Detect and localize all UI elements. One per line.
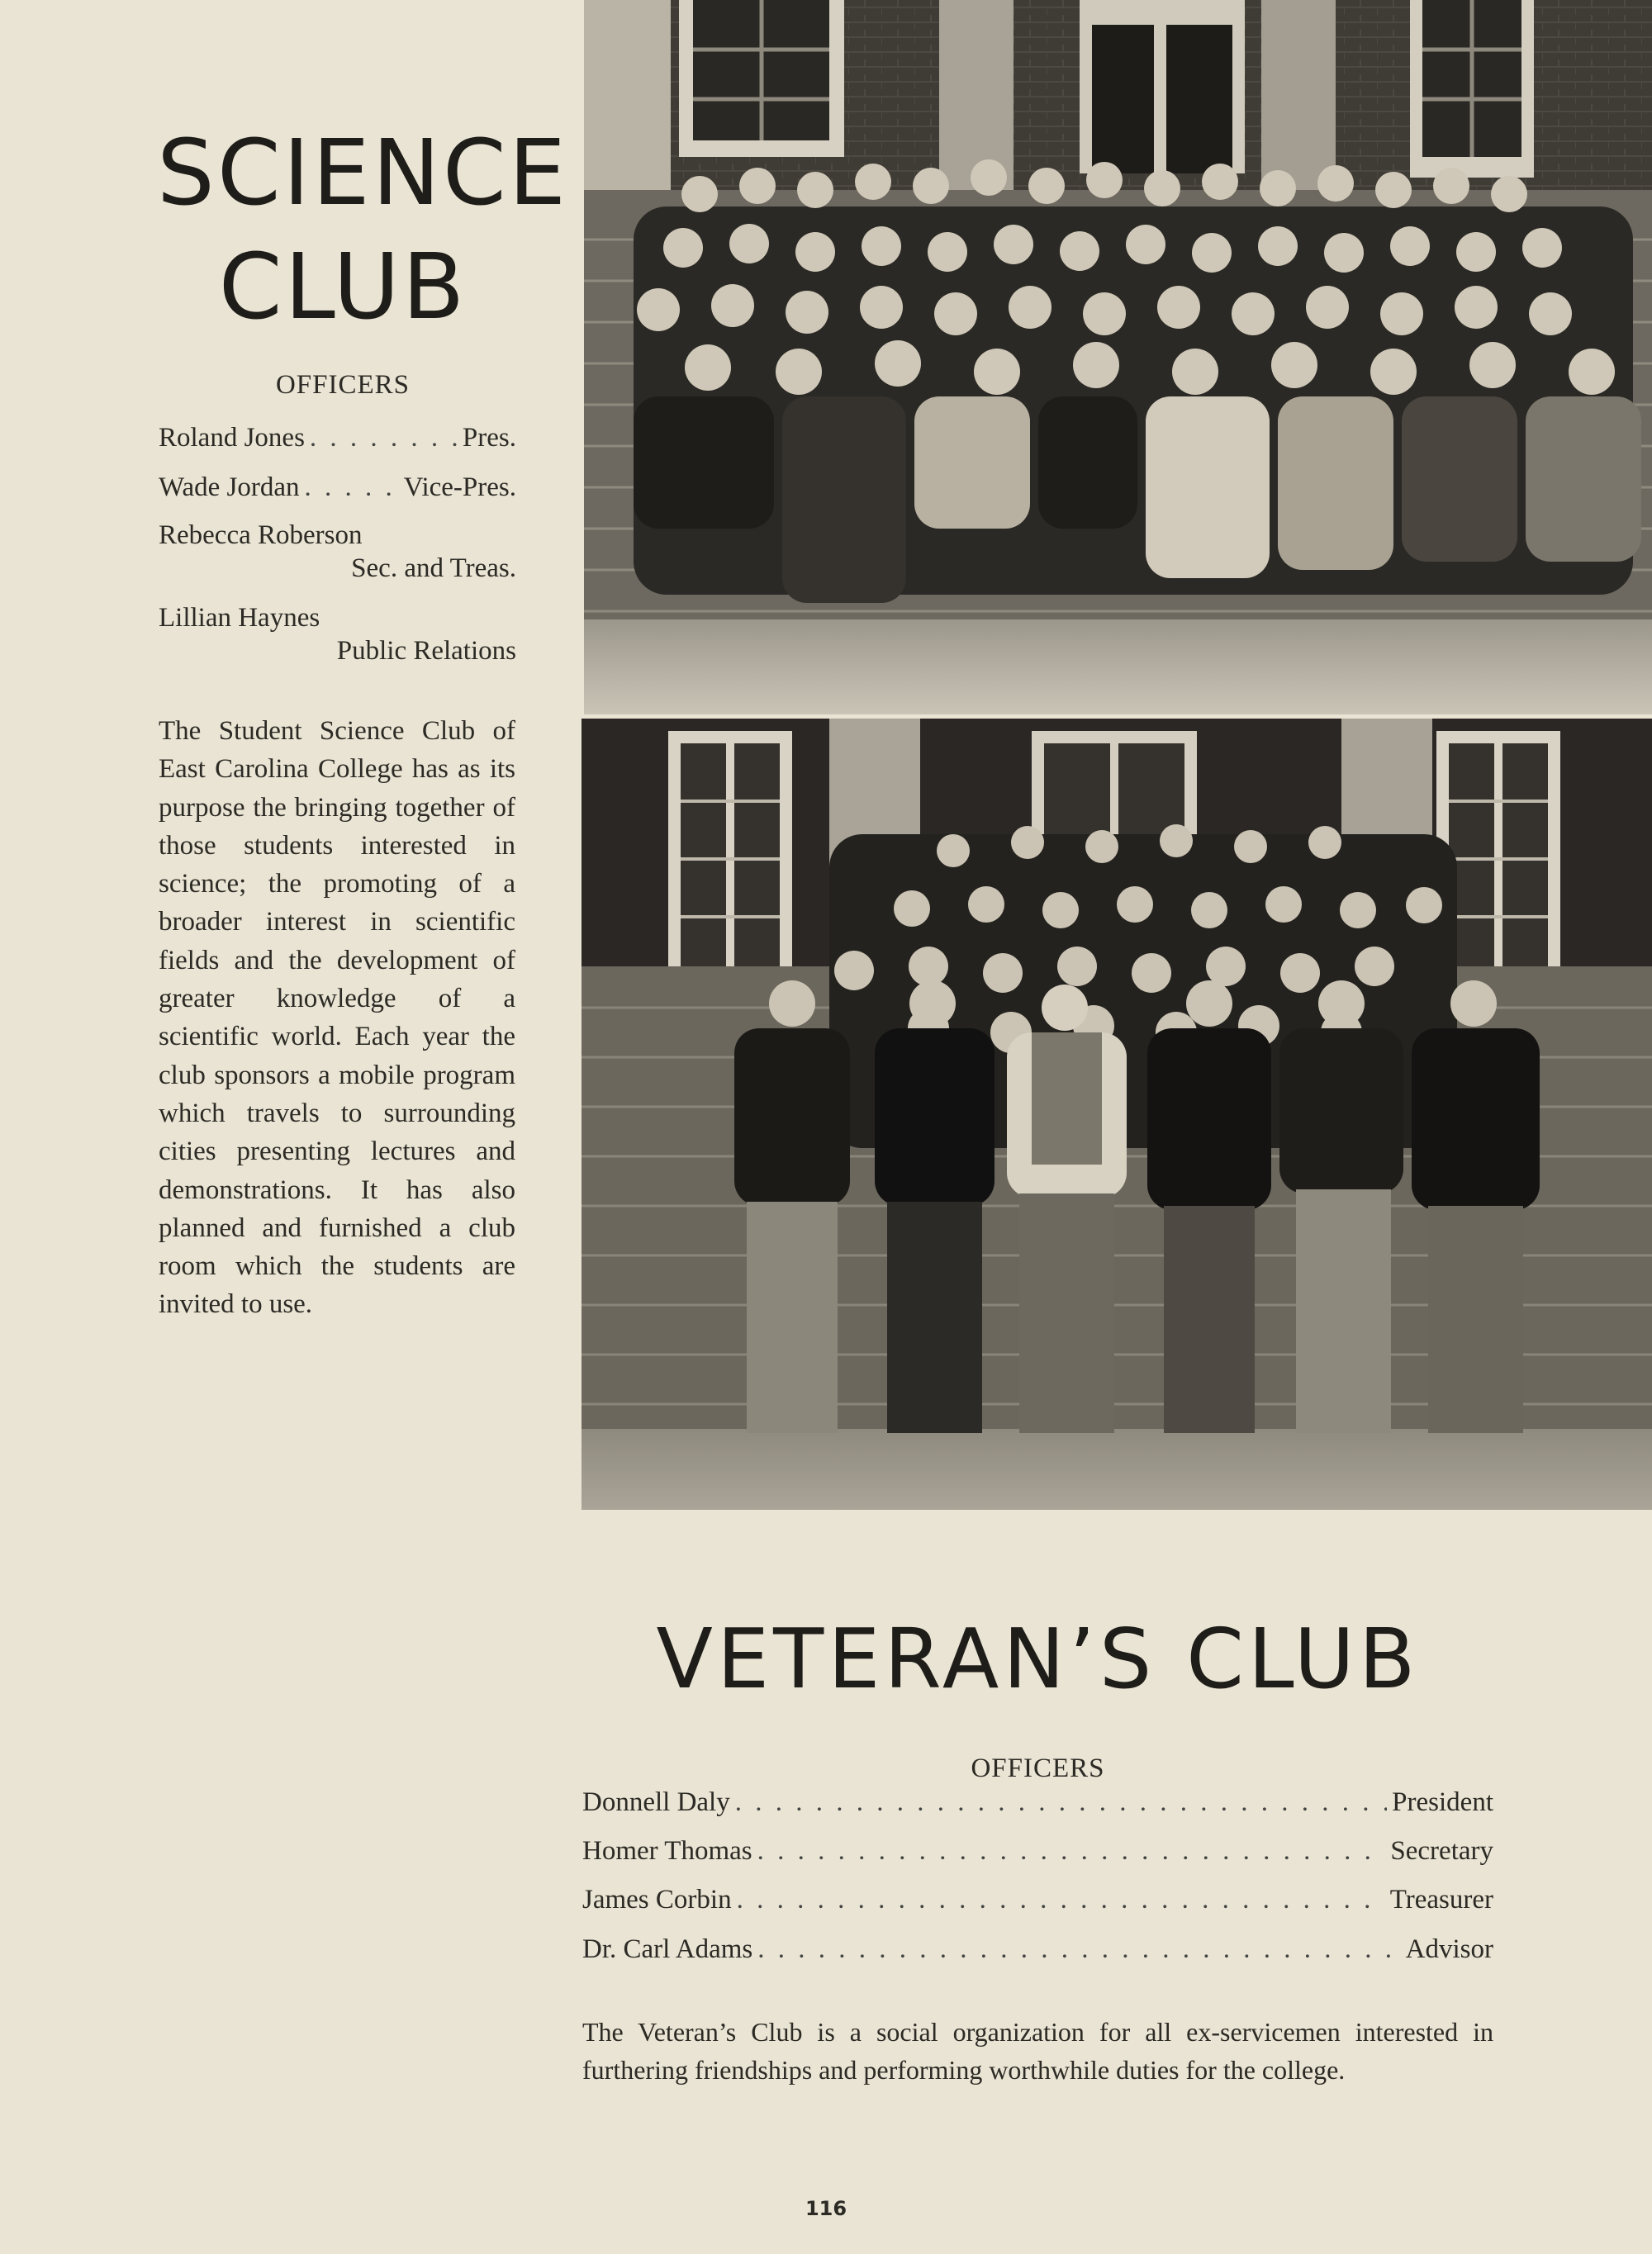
veterans-officer-row <box>582 1933 1493 1966</box>
science-officer-row <box>159 471 516 504</box>
officer-role: Public Relations <box>336 636 516 666</box>
leader-dots <box>305 471 399 504</box>
veterans-officer-row <box>582 1834 1493 1867</box>
science-club-group-photo <box>584 0 1652 714</box>
veterans-club-description: The Veteran’s Club is a social organization for all ex-servicemen interested in furthering friendships and performing worthwhile duties for the college. <box>582 2017 1493 2085</box>
science-club-title <box>157 116 569 344</box>
officer-name: James Corbin <box>582 1885 732 1915</box>
officer-name: Roland Jones <box>159 423 305 453</box>
veterans-officer-row <box>582 1786 1493 1819</box>
leader-dots <box>757 1933 1400 1966</box>
leader-dots <box>735 1786 1387 1819</box>
officer-role: Advisor <box>1405 1934 1493 1964</box>
officer-name: Lillian Haynes <box>159 603 320 633</box>
officer-role: Sec. and Treas. <box>351 553 516 583</box>
science-officer-row <box>159 519 516 585</box>
science-club-description: The Student Science Club of East Carolina College has as its purpose the bringing together of those students interested in science; the promoting of a broader interest in scientific fields and the development of greater knowledge of a scientific world. Each year the club sponsors a mobile program which travels to surrounding cities presenting lectures and demonstrations. It has also planned and furnished a club room which the students are invited to use. <box>159 716 515 1320</box>
officer-role: Secretary <box>1390 1836 1493 1866</box>
veterans-officers-heading: OFFICERS <box>971 1753 1105 1783</box>
science-club-title-line2: CLUB <box>218 234 468 339</box>
leader-dots <box>737 1883 1385 1916</box>
officer-role: Pres. <box>462 423 516 453</box>
officer-name: Rebecca Roberson <box>159 520 363 550</box>
leader-dots <box>310 421 458 454</box>
veterans-club-title: VETERAN’S CLUB <box>656 1611 1420 1707</box>
page-number: 116 <box>805 2197 847 2220</box>
science-club-title-line1: SCIENCE <box>157 120 569 225</box>
veterans-officer-row <box>582 1883 1493 1916</box>
leader-dots <box>757 1834 1386 1867</box>
science-officers-heading: OFFICERS <box>275 370 411 400</box>
science-officer-row <box>159 421 516 454</box>
officer-role: Treasurer <box>1389 1885 1493 1915</box>
officer-name: Wade Jordan <box>159 472 300 502</box>
officer-name: Homer Thomas <box>582 1836 752 1866</box>
officer-name: Dr. Carl Adams <box>582 1934 753 1964</box>
veterans-club-group-photo <box>582 719 1652 1510</box>
science-officer-row <box>159 601 516 667</box>
officer-role: President <box>1392 1787 1493 1817</box>
officer-name: Donnell Daly <box>582 1787 730 1817</box>
officer-role: Vice-Pres. <box>403 472 516 502</box>
